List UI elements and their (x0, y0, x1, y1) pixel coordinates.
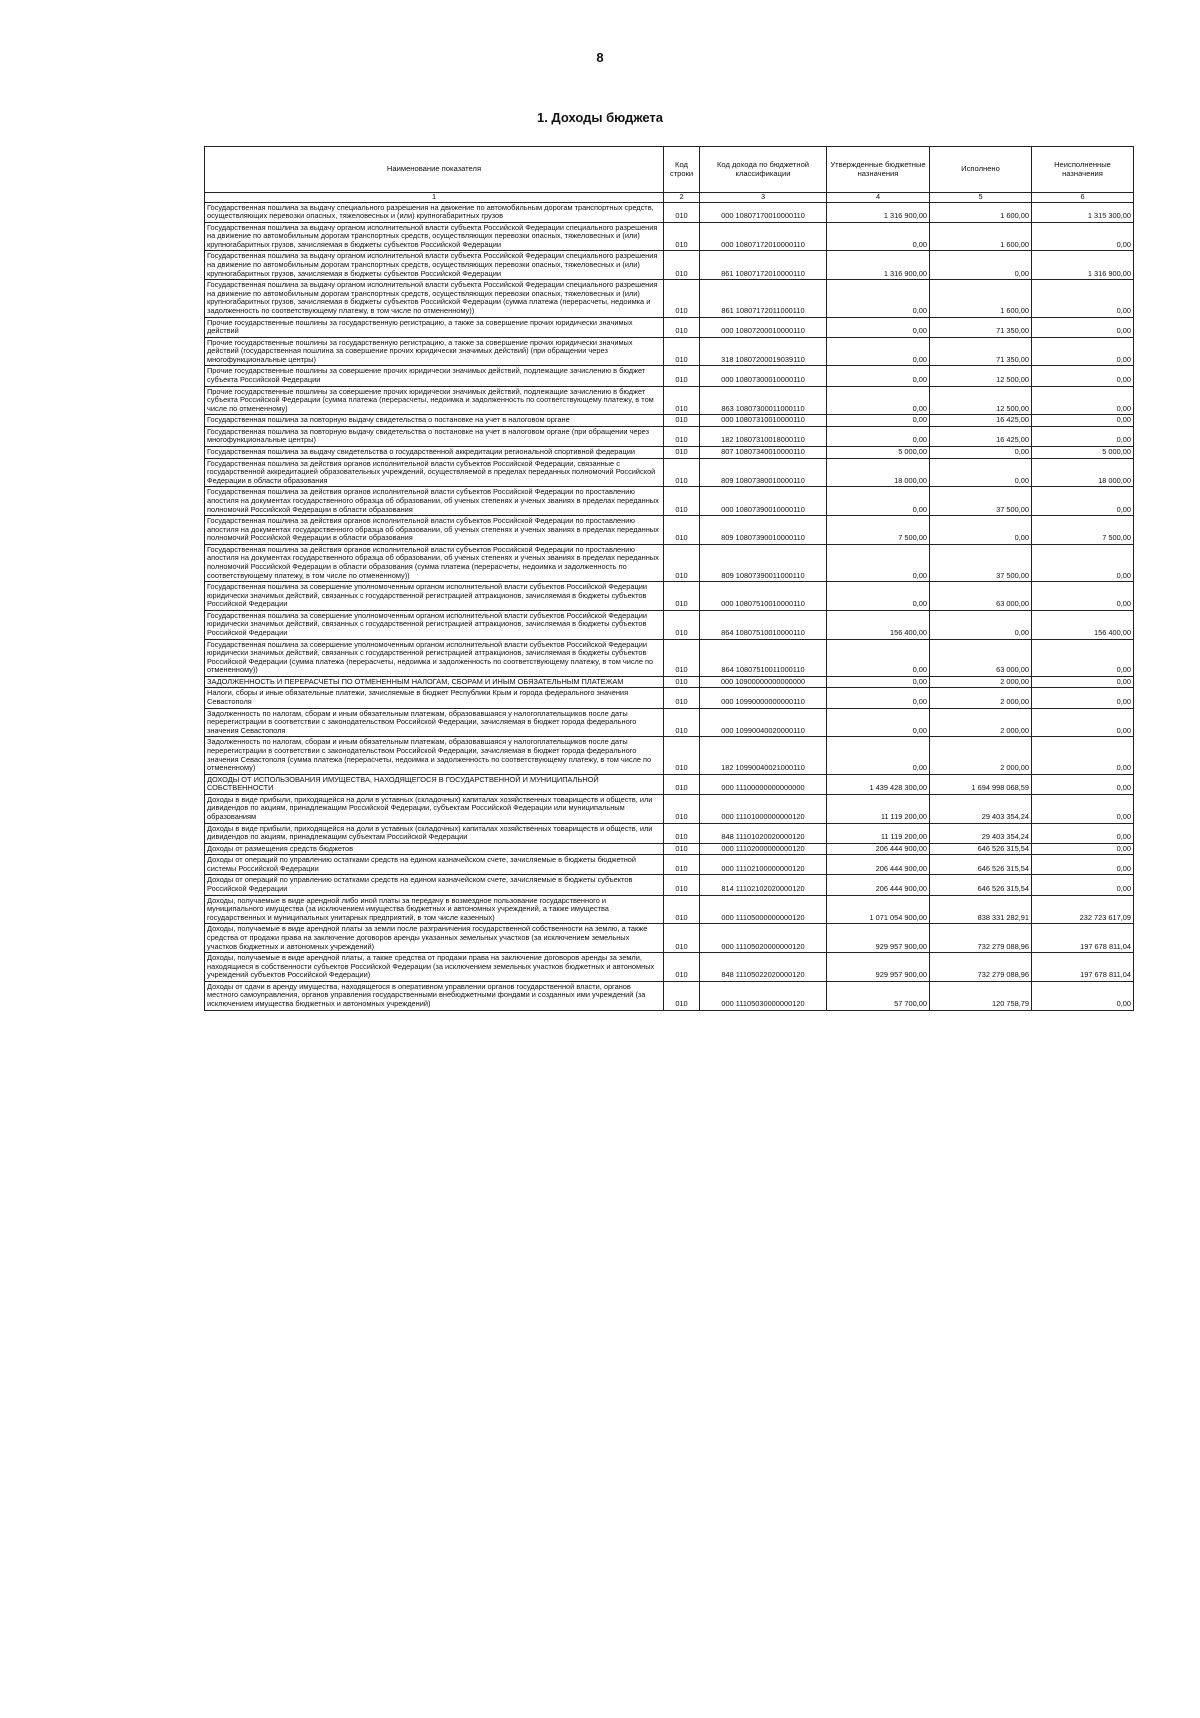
row-approved: 0,00 (827, 676, 930, 688)
row-approved: 0,00 (827, 582, 930, 611)
row-name: Государственная пошлина за выдачу органом исполнительной власти субъекта Российской Федерации специального разрешения на движение по автомобильным дорогам транспортных средств, осуществляющих перевозки опасных, тяжеловесных и (или) крупногабаритных грузов, зачисляемая в бюджеты субъектов Российской Федерации (205, 251, 664, 280)
table-body (205, 202, 1134, 1010)
table-row (205, 823, 1134, 843)
row-name: Доходы, получаемые в виде арендной платы, а также средства от продажи права на заключение договоров аренды за земли, находящиеся в собственности субъектов Российской Федерации (за исключением земельных участков бюджетных и автономных учреждений субъектов Российской Федерации) (205, 953, 664, 982)
column-number: 4 (827, 193, 930, 203)
table-row (205, 981, 1134, 1010)
row-line-code: 010 (664, 222, 700, 251)
row-unexecuted: 0,00 (1032, 875, 1134, 895)
row-unexecuted: 0,00 (1032, 676, 1134, 688)
budget-income-table (204, 146, 1134, 1011)
row-executed: 732 279 088,96 (930, 953, 1032, 982)
row-executed: 1 600,00 (930, 280, 1032, 317)
row-approved: 0,00 (827, 487, 930, 516)
table-row (205, 875, 1134, 895)
row-name: Государственная пошлина за выдачу органом исполнительной власти субъекта Российской Федерации специального разрешения на движение по автомобильным дорогам транспортных средств, осуществляющих перевозки опасных, тяжеловесных и (или) крупногабаритных грузов, зачисляемая в бюджеты субъектов Российской Федерации (сумма платежа (перерасчеты, недоимка и задолженность по соответствующему платежу, в том числе по отмененному)) (205, 280, 664, 317)
row-executed: 37 500,00 (930, 487, 1032, 516)
row-name: Государственная пошлина за действия органов исполнительной власти субъектов Российской Федерации, связанные с государственной аккредитацией образовательных учреждений, осуществляемой в пределах переданных полномочий Российской Федерации в области образования (205, 458, 664, 487)
row-executed: 63 000,00 (930, 582, 1032, 611)
row-income-code: 809 10807390010000110 (700, 516, 827, 545)
row-line-code: 010 (664, 317, 700, 337)
row-unexecuted: 0,00 (1032, 280, 1134, 317)
row-unexecuted: 0,00 (1032, 688, 1134, 708)
table-row (205, 415, 1134, 427)
row-line-code: 010 (664, 582, 700, 611)
row-line-code: 010 (664, 708, 700, 737)
row-line-code: 010 (664, 688, 700, 708)
row-income-code: 807 10807340010000110 (700, 447, 827, 459)
row-executed: 29 403 354,24 (930, 794, 1032, 823)
row-unexecuted: 0,00 (1032, 737, 1134, 774)
row-approved: 929 957 900,00 (827, 953, 930, 982)
row-income-code: 000 10807170010000110 (700, 202, 827, 222)
row-unexecuted: 197 678 811,04 (1032, 924, 1134, 953)
table-row (205, 924, 1134, 953)
row-income-code: 000 10990040020000110 (700, 708, 827, 737)
header-approved: Утвержденные бюджетные назначения (827, 147, 930, 193)
row-approved: 0,00 (827, 426, 930, 446)
row-executed: 646 526 315,54 (930, 855, 1032, 875)
row-name: Государственная пошлина за действия органов исполнительной власти субъектов Российской Федерации по проставлению апостиля на документах государственного образца об образовании, об ученых степенях и ученых званиях в пределах переданных полномочий Российской Федерации в области образования (сумма платежа (перерасчеты, недоимка и задолженность по соответствующему платежу, в том числе по отмененному)) (205, 544, 664, 581)
table-header-row (205, 147, 1134, 193)
row-name: Доходы от сдачи в аренду имущества, находящегося в оперативном управлении органов государственной власти, органов местного самоуправления, органов управления государственными внебюджетными фондами и созданных ими учреждений (за исключением имущества бюджетных и автономных учреждений) (205, 981, 664, 1010)
row-income-code: 000 11105030000000120 (700, 981, 827, 1010)
table-row (205, 386, 1134, 415)
table-row (205, 337, 1134, 366)
row-income-code: 000 10900000000000000 (700, 676, 827, 688)
row-executed: 71 350,00 (930, 317, 1032, 337)
row-line-code: 010 (664, 280, 700, 317)
row-unexecuted: 0,00 (1032, 426, 1134, 446)
row-line-code: 010 (664, 487, 700, 516)
table-row (205, 280, 1134, 317)
row-unexecuted: 0,00 (1032, 774, 1134, 794)
row-income-code: 863 10807300011000110 (700, 386, 827, 415)
column-number: 5 (930, 193, 1032, 203)
row-income-code: 000 10807510010000110 (700, 582, 827, 611)
row-income-code: 809 10807380010000110 (700, 458, 827, 487)
row-name: Государственная пошлина за выдачу органом исполнительной власти субъекта Российской Федерации специального разрешения на движение по автомобильным дорогам транспортных средств, осуществляющих перевозки опасных, тяжеловесных и (или) крупногабаритных грузов, зачисляемая в бюджеты субъектов Российской Федерации (205, 222, 664, 251)
row-name: Прочие государственные пошлины за государственную регистрацию, а также за совершение прочих юридически значимых действий (государственная пошлина за совершение прочих юридически значимых действий) (при обращении через многофункциональные центры) (205, 337, 664, 366)
row-line-code: 010 (664, 823, 700, 843)
row-name: Задолженность по налогам, сборам и иным обязательным платежам, образовавшаяся у налогоплательщиков после даты перерегистрации в соответствии с законодательством Российской Федерации, зачисляемая в бюджет города федерального значения Севастополя (сумма платежа (перерасчеты, недоимка и задолженность по соответствующему платежу, в том числе по отмененному) (205, 737, 664, 774)
row-executed: 1 600,00 (930, 222, 1032, 251)
row-unexecuted: 232 723 617,09 (1032, 895, 1134, 924)
row-executed: 646 526 315,54 (930, 843, 1032, 855)
table-row (205, 708, 1134, 737)
row-name: ДОХОДЫ ОТ ИСПОЛЬЗОВАНИЯ ИМУЩЕСТВА, НАХОДЯЩЕГОСЯ В ГОСУДАРСТВЕННОЙ И МУНИЦИПАЛЬНОЙ СОБСТВЕННОСТИ (205, 774, 664, 794)
row-name: Государственная пошлина за выдачу специального разрешения на движение по автомобильным дорогам транспортных средств, осуществляющих перевозки опасных, тяжеловесных и (или) крупногабаритных грузов (205, 202, 664, 222)
row-name: ЗАДОЛЖЕННОСТЬ И ПЕРЕРАСЧЕТЫ ПО ОТМЕНЕННЫМ НАЛОГАМ, СБОРАМ И ИНЫМ ОБЯЗАТЕЛЬНЫМ ПЛАТЕЖАМ (205, 676, 664, 688)
row-name: Доходы в виде прибыли, приходящейся на доли в уставных (складочных) капиталах хозяйственных товариществ и обществ, или дивидендов по акциям, принадлежащим Российской Федерации, субъектам Российской Федерации или муниципальным образованиям (205, 794, 664, 823)
row-approved: 1 071 054 900,00 (827, 895, 930, 924)
row-executed: 0,00 (930, 610, 1032, 639)
row-approved: 0,00 (827, 737, 930, 774)
table-row (205, 737, 1134, 774)
row-income-code: 182 10990040021000110 (700, 737, 827, 774)
row-approved: 0,00 (827, 222, 930, 251)
table-row (205, 366, 1134, 386)
row-income-code: 809 10807390011000110 (700, 544, 827, 581)
row-approved: 57 700,00 (827, 981, 930, 1010)
column-number-row (205, 193, 1134, 203)
row-executed: 732 279 088,96 (930, 924, 1032, 953)
row-line-code: 010 (664, 895, 700, 924)
row-unexecuted: 0,00 (1032, 843, 1134, 855)
row-approved: 11 119 200,00 (827, 794, 930, 823)
row-line-code: 010 (664, 447, 700, 459)
row-income-code: 000 11102100000000120 (700, 855, 827, 875)
row-line-code: 010 (664, 610, 700, 639)
row-line-code: 010 (664, 737, 700, 774)
header-income-code: Код дохода по бюджетной классификации (700, 147, 827, 193)
row-unexecuted: 0,00 (1032, 544, 1134, 581)
row-unexecuted: 0,00 (1032, 708, 1134, 737)
row-executed: 120 758,79 (930, 981, 1032, 1010)
table-row (205, 843, 1134, 855)
row-income-code: 848 11101020020000120 (700, 823, 827, 843)
table-row (205, 953, 1134, 982)
row-income-code: 000 10807310010000110 (700, 415, 827, 427)
row-line-code: 010 (664, 639, 700, 676)
row-name: Доходы от размещения средств бюджетов (205, 843, 664, 855)
row-executed: 16 425,00 (930, 415, 1032, 427)
row-income-code: 000 11102000000000120 (700, 843, 827, 855)
table-row (205, 487, 1134, 516)
row-line-code: 010 (664, 855, 700, 875)
row-name: Прочие государственные пошлины за совершение прочих юридически значимых действий, подлежащие зачислению в бюджет субъекта Российской Федерации (сумма платежа (перерасчеты, недоимка и задолженность по соответствующему платежу, в том числе по отмененному) (205, 386, 664, 415)
row-line-code: 010 (664, 774, 700, 794)
row-approved: 0,00 (827, 366, 930, 386)
row-income-code: 000 10807172010000110 (700, 222, 827, 251)
row-income-code: 814 11102102020000120 (700, 875, 827, 895)
row-approved: 929 957 900,00 (827, 924, 930, 953)
row-unexecuted: 0,00 (1032, 317, 1134, 337)
row-name: Задолженность по налогам, сборам и иным обязательным платежам, образовавшаяся у налогоплательщиков после даты перерегистрации в соответствии с законодательством Российской Федерации, зачисляемая в бюджет города федерального значения Севастополя (205, 708, 664, 737)
row-approved: 0,00 (827, 688, 930, 708)
row-unexecuted: 0,00 (1032, 386, 1134, 415)
row-executed: 838 331 282,91 (930, 895, 1032, 924)
row-income-code: 000 11100000000000000 (700, 774, 827, 794)
row-executed: 2 000,00 (930, 737, 1032, 774)
row-line-code: 010 (664, 458, 700, 487)
row-unexecuted: 0,00 (1032, 222, 1134, 251)
row-unexecuted: 0,00 (1032, 855, 1134, 875)
row-unexecuted: 0,00 (1032, 794, 1134, 823)
table-row (205, 251, 1134, 280)
table-row (205, 794, 1134, 823)
row-approved: 18 000,00 (827, 458, 930, 487)
row-name: Прочие государственные пошлины за совершение прочих юридически значимых действий, подлежащие зачислению в бюджет субъекта Российской Федерации (205, 366, 664, 386)
row-name: Государственная пошлина за действия органов исполнительной власти субъектов Российской Федерации по проставлению апостиля на документах государственного образца об образовании, об ученых степенях и ученых званиях в пределах переданных полномочий Российской Федерации в области образования (205, 516, 664, 545)
table-row (205, 610, 1134, 639)
section-title: 1. Доходы бюджета (536, 110, 664, 125)
row-unexecuted: 0,00 (1032, 639, 1134, 676)
row-approved: 0,00 (827, 337, 930, 366)
column-number: 1 (205, 193, 664, 203)
row-name: Государственная пошлина за выдачу свидетельства о государственной аккредитации региональной спортивной федерации (205, 447, 664, 459)
row-income-code: 861 10807172010000110 (700, 251, 827, 280)
row-approved: 206 444 900,00 (827, 843, 930, 855)
row-line-code: 010 (664, 516, 700, 545)
header-executed: Исполнено (930, 147, 1032, 193)
row-income-code: 318 10807200019039110 (700, 337, 827, 366)
row-executed: 0,00 (930, 447, 1032, 459)
table-row (205, 447, 1134, 459)
row-approved: 1 316 900,00 (827, 251, 930, 280)
row-name: Доходы от операций по управлению остатками средств на едином казначейском счете, зачисляемые в бюджеты бюджетной системы Российской Федерации (205, 855, 664, 875)
row-executed: 1 694 998 068,59 (930, 774, 1032, 794)
row-unexecuted: 0,00 (1032, 487, 1134, 516)
row-line-code: 010 (664, 544, 700, 581)
row-name: Государственная пошлина за действия органов исполнительной власти субъектов Российской Федерации по проставлению апостиля на документах государственного образца об образовании, об ученых степенях и ученых званиях в пределах переданных полномочий Российской Федерации в области образования (205, 487, 664, 516)
row-line-code: 010 (664, 953, 700, 982)
row-unexecuted: 1 316 900,00 (1032, 251, 1134, 280)
row-executed: 12 500,00 (930, 386, 1032, 415)
column-number: 6 (1032, 193, 1134, 203)
row-executed: 2 000,00 (930, 676, 1032, 688)
row-income-code: 182 10807310018000110 (700, 426, 827, 446)
table-row (205, 688, 1134, 708)
table-row (205, 855, 1134, 875)
row-executed: 12 500,00 (930, 366, 1032, 386)
row-line-code: 010 (664, 337, 700, 366)
row-executed: 0,00 (930, 251, 1032, 280)
column-number: 3 (700, 193, 827, 203)
row-line-code: 010 (664, 676, 700, 688)
row-executed: 0,00 (930, 458, 1032, 487)
row-unexecuted: 0,00 (1032, 823, 1134, 843)
row-line-code: 010 (664, 875, 700, 895)
row-line-code: 010 (664, 415, 700, 427)
row-name: Государственная пошлина за совершение уполномоченным органом исполнительной власти субъектов Российской Федерации юридически значимых действий, связанных с государственной регистрацией аттракционов, зачисляемая в бюджеты субъектов Российской Федерации (сумма платежа (перерасчеты, недоимка и задолженность по соответствующему платежу, в том числе по отмененному)) (205, 639, 664, 676)
table-row (205, 582, 1134, 611)
row-line-code: 010 (664, 251, 700, 280)
row-approved: 5 000,00 (827, 447, 930, 459)
row-income-code: 000 11101000000000120 (700, 794, 827, 823)
row-executed: 1 600,00 (930, 202, 1032, 222)
table-row (205, 774, 1134, 794)
row-unexecuted: 197 678 811,04 (1032, 953, 1134, 982)
row-approved: 0,00 (827, 280, 930, 317)
row-approved: 206 444 900,00 (827, 875, 930, 895)
row-unexecuted: 7 500,00 (1032, 516, 1134, 545)
header-indicator-name: Наименование показателя (205, 147, 664, 193)
row-unexecuted: 156 400,00 (1032, 610, 1134, 639)
row-name: Доходы в виде прибыли, приходящейся на доли в уставных (складочных) капиталах хозяйственных товариществ и обществ, или дивидендов по акциям, принадлежащим субъектам Российской Федерации (205, 823, 664, 843)
row-income-code: 000 11105000000000120 (700, 895, 827, 924)
row-line-code: 010 (664, 794, 700, 823)
row-line-code: 010 (664, 386, 700, 415)
row-unexecuted: 1 315 300,00 (1032, 202, 1134, 222)
row-line-code: 010 (664, 426, 700, 446)
row-income-code: 861 10807172011000110 (700, 280, 827, 317)
row-unexecuted: 0,00 (1032, 366, 1134, 386)
row-executed: 646 526 315,54 (930, 875, 1032, 895)
row-approved: 156 400,00 (827, 610, 930, 639)
table-row (205, 544, 1134, 581)
row-name: Государственная пошлина за повторную выдачу свидетельства о постановке на учет в налоговом органе (при обращении через многофункциональные центры) (205, 426, 664, 446)
row-approved: 0,00 (827, 415, 930, 427)
row-line-code: 010 (664, 843, 700, 855)
table-row (205, 676, 1134, 688)
row-approved: 0,00 (827, 639, 930, 676)
table-row (205, 426, 1134, 446)
row-name: Государственная пошлина за совершение уполномоченным органом исполнительной власти субъектов Российской Федерации юридически значимых действий, связанных с государственной регистрацией аттракционов, зачисляемая в бюджеты субъектов Российской Федерации (205, 610, 664, 639)
row-name: Прочие государственные пошлины за государственную регистрацию, а также за совершение прочих юридически значимых действий (205, 317, 664, 337)
row-approved: 1 316 900,00 (827, 202, 930, 222)
row-line-code: 010 (664, 981, 700, 1010)
row-name: Доходы от операций по управлению остатками средств на едином казначейском счете, зачисляемые в бюджеты субъектов Российской Федерации (205, 875, 664, 895)
header-line-code: Код строки (664, 147, 700, 193)
row-approved: 11 119 200,00 (827, 823, 930, 843)
row-unexecuted: 0,00 (1032, 981, 1134, 1010)
row-name: Доходы, получаемые в виде арендной либо иной платы за передачу в возмездное пользование государственного и муниципального имущества (за исключением имущества бюджетных и автономных учреждений, а также имущества государственных и муниципальных унитарных предприятий, в том числе казенных) (205, 895, 664, 924)
table-row (205, 639, 1134, 676)
row-approved: 0,00 (827, 544, 930, 581)
row-executed: 0,00 (930, 516, 1032, 545)
row-executed: 63 000,00 (930, 639, 1032, 676)
row-approved: 1 439 428 300,00 (827, 774, 930, 794)
table-row (205, 516, 1134, 545)
row-name: Государственная пошлина за совершение уполномоченным органом исполнительной власти субъектов Российской Федерации юридически значимых действий, связанных с государственной регистрацией аттракционов, зачисляемая в бюджеты субъектов Российской Федерации (205, 582, 664, 611)
row-executed: 2 000,00 (930, 708, 1032, 737)
table-row (205, 895, 1134, 924)
row-executed: 2 000,00 (930, 688, 1032, 708)
row-unexecuted: 0,00 (1032, 415, 1134, 427)
row-executed: 16 425,00 (930, 426, 1032, 446)
table-row (205, 202, 1134, 222)
row-executed: 37 500,00 (930, 544, 1032, 581)
row-line-code: 010 (664, 924, 700, 953)
row-income-code: 848 11105022020000120 (700, 953, 827, 982)
row-line-code: 010 (664, 366, 700, 386)
header-unexecuted: Неисполненные назначения (1032, 147, 1134, 193)
row-income-code: 000 10807300010000110 (700, 366, 827, 386)
row-approved: 0,00 (827, 708, 930, 737)
row-income-code: 000 10807200010000110 (700, 317, 827, 337)
table-row (205, 317, 1134, 337)
table-row (205, 222, 1134, 251)
row-income-code: 864 10807510011000110 (700, 639, 827, 676)
table-row (205, 458, 1134, 487)
row-income-code: 000 10990000000000110 (700, 688, 827, 708)
row-unexecuted: 0,00 (1032, 337, 1134, 366)
row-approved: 0,00 (827, 317, 930, 337)
page-number: 8 (596, 50, 604, 65)
row-unexecuted: 18 000,00 (1032, 458, 1134, 487)
row-income-code: 000 11105020000000120 (700, 924, 827, 953)
row-income-code: 864 10807510010000110 (700, 610, 827, 639)
row-name: Государственная пошлина за повторную выдачу свидетельства о постановке на учет в налоговом органе (205, 415, 664, 427)
row-executed: 29 403 354,24 (930, 823, 1032, 843)
row-executed: 71 350,00 (930, 337, 1032, 366)
row-unexecuted: 0,00 (1032, 582, 1134, 611)
row-unexecuted: 5 000,00 (1032, 447, 1134, 459)
row-line-code: 010 (664, 202, 700, 222)
row-name: Налоги, сборы и иные обязательные платежи, зачисляемые в бюджет Республики Крым и города федерального значения Севастополя (205, 688, 664, 708)
row-income-code: 000 10807390010000110 (700, 487, 827, 516)
column-number: 2 (664, 193, 700, 203)
row-approved: 206 444 900,00 (827, 855, 930, 875)
row-approved: 0,00 (827, 386, 930, 415)
row-name: Доходы, получаемые в виде арендной платы за земли после разграничения государственной собственности на землю, а также средства от продажи права на заключение договоров аренды указанных земельных участков (за исключением земельных участков бюджетных и автономных учреждений) (205, 924, 664, 953)
row-approved: 7 500,00 (827, 516, 930, 545)
